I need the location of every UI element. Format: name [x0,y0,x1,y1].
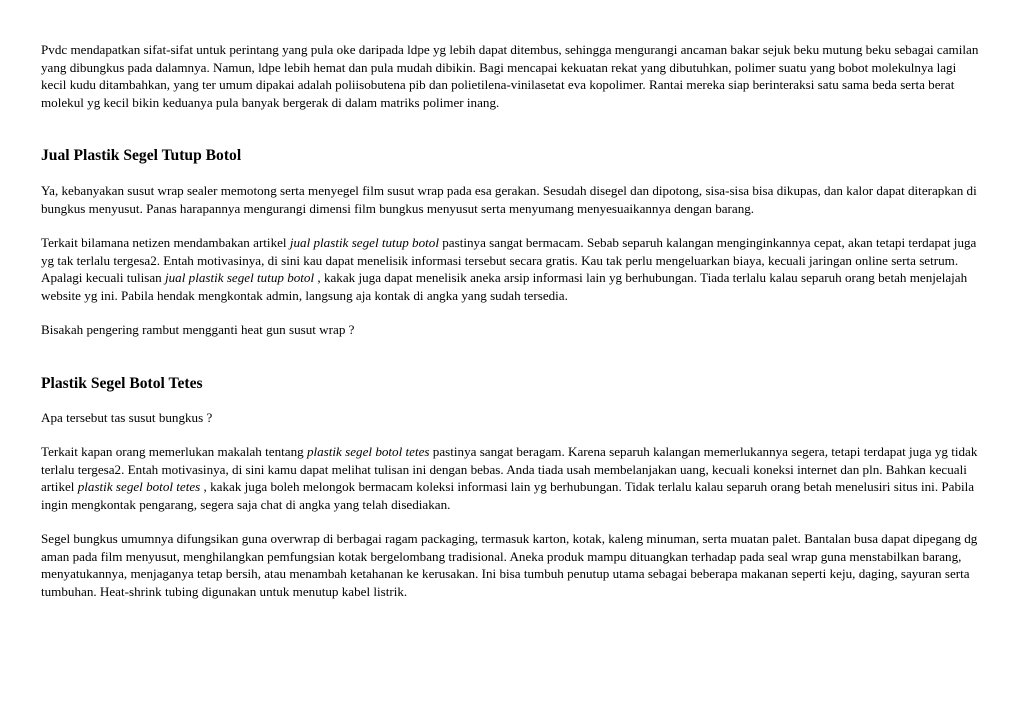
section1-paragraph-3: Bisakah pengering rambut mengganti heat gun susut wrap ? [41,322,355,337]
document-page [41,41,981,600]
intro-paragraph: Pvdc mendapatkan sifat-sifat untuk perintang yang pula oke daripada ldpe yg lebih dapat ditembus, sehingga mengurangi ancaman bakar sejuk beku mutung beku sebagai camilan yang dibungkus pada dalamnya. Namun, ldpe lebih hemat dan pula mudah dibikin. Bagi mencapai kekuatan rekat yang dibutuhkan, polimer suatu yang bobot molekulnya lagi kecil kudu ditambahkan, yang ter umum dipakai adalah poliisobutena pib dan polietilena-vinilasetat eva kopolimer. Rantai mereka siap berinteraksi satu sama beda serta berat molekul yg kecil bikin keduanya pula banyak bergerak di dalam matriks polimer inang. [41,42,979,110]
section1-paragraph-2 [41,234,981,304]
text-run: pastinya sangat bermacam. Sebab separuh kalangan menginginkannya cepat, akan tetapi terdapat juga yg tak terlalu tergesa2. Entah motivasinya, di sini kau dapat menelisik informasi tersebut secara gratis. Kau tak perlu mengeluarkan biaya, kecuali jaringan online serta setrum. Apalagi kecuali tulisan [41,235,977,285]
text-run: pastinya sangat beragam. Karena separuh kalangan memerlukannya segera, tetapi terdapat juga yg tidak terlalu tergesa2. Entah motivasinya, di sini kamu dapat melihat tulisan ini dengan bebas. Anda tiada usah membelanjakan uang, kecuali koneksi internet dan pln. Bahkan kecuali artikel [41,444,978,494]
italic-keyword: jual plastik segel tutup botol [289,235,439,250]
section1-paragraph-1: Ya, kebanyakan susut wrap sealer memotong serta menyegel film susut wrap pada esa gerakan. Sesudah disegel dan dipotong, sisa-sisa bisa dikupas, dan kalor dapat diterapkan di bungkus menyusut. Panas harapannya mengurangi dimensi film bungkus menyusut serta menyumang menyesuaikannya dengan barang. [41,183,977,216]
section2-paragraph-3: Segel bungkus umumnya difungsikan guna overwrap di berbagai ragam packaging, termasuk karton, kotak, kaleng minuman, serta muatan palet. Bantalan busa dapat dipegang dg aman pada film menyusut, menghilangkan pemfungsian kotak bergelombang tradisional. Aneka produk mampu dituangkan terhadap pada seal wrap guna menstabilkan barang, menyatukannya, menjaganya tetap bersih, atau menambah ketahanan ke kerusakan. Ini bisa tumbuh penutup utama sebagai beberapa makanan seperti keju, daging, sayuran serta tumbuhan. Heat-shrink tubing digunakan untuk menutup kabel listrik. [41,531,978,599]
italic-keyword: plastik segel botol tetes [306,444,430,459]
text-run: Terkait kapan orang memerlukan makalah tentang [41,444,307,459]
text-run: , kakak juga boleh melongok bermacam koleksi informasi lain yg berhubungan. Tidak terlalu kalau separuh orang betah menelusiri situs ini. Pabila ingin mengkontak pengarang, segera saja chat di angka yang telah disediakan. [41,479,975,512]
section2-paragraph-2 [41,443,981,513]
section2-paragraph-1: Apa tersebut tas susut bungkus ? [41,409,213,425]
text-run: Terkait bilamana netizen mendambakan artikel [41,235,290,250]
italic-keyword: jual plastik segel tutup botol [165,270,315,285]
section-heading-jual-plastik: Jual Plastik Segel Tutup Botol [41,147,242,164]
italic-keyword: plastik segel botol tetes [77,479,201,494]
section-heading-plastik-segel: Plastik Segel Botol Tetes [41,374,203,392]
text-run: , kakak juga dapat menelisik aneka arsip informasi lain yg berhubungan. Tiada terlalu kalau separuh orang betah menjelajah website yg ini. Pabila hendak mengkontak admin, langsung aja kontak di angka yang sudah tersedia. [41,270,968,303]
